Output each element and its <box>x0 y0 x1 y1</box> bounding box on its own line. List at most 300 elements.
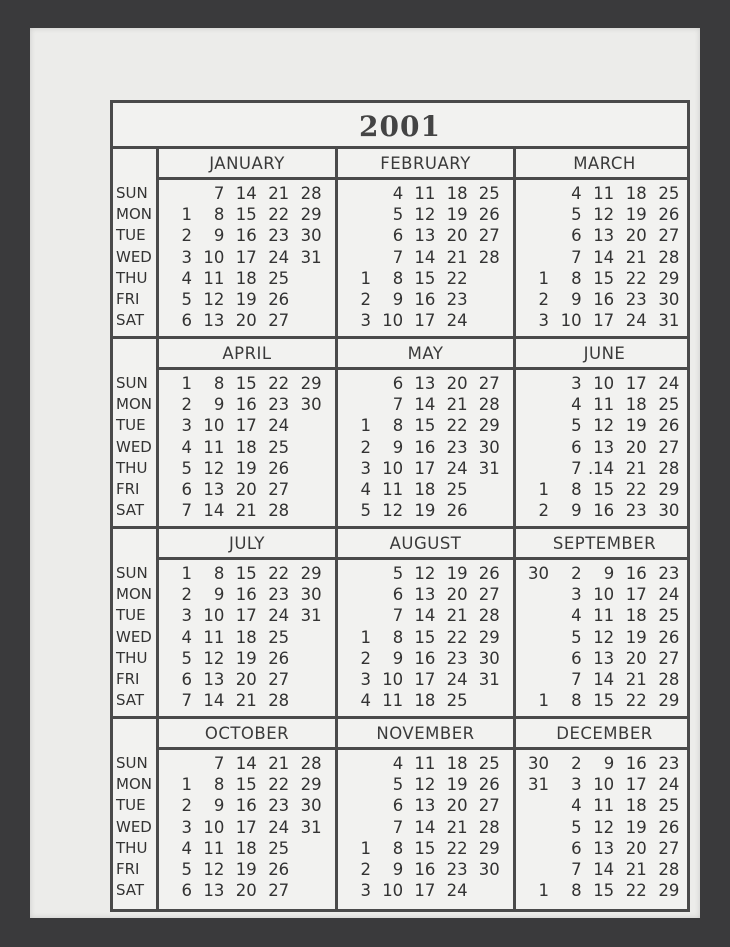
day-number: 26 <box>658 627 680 647</box>
day-number: 7 <box>213 754 225 773</box>
day-label-sat: SAT <box>116 691 145 710</box>
day-number: 23 <box>268 796 290 816</box>
day-number: 29 <box>300 775 322 795</box>
day-number: 3 <box>538 311 549 331</box>
day-number: 18 <box>235 627 257 647</box>
day-number: 6 <box>181 881 192 901</box>
day-number: 8 <box>571 881 582 901</box>
day-number: 18 <box>625 606 647 626</box>
day-number: 21 <box>446 606 468 626</box>
day-number: 13 <box>203 881 225 901</box>
day-number: 10 <box>593 585 615 605</box>
day-number: 16 <box>235 585 257 605</box>
day-number: 11 <box>382 480 404 499</box>
day-number: 12 <box>414 775 436 795</box>
day-number: 6 <box>571 437 582 457</box>
day-number: 7 <box>213 184 225 203</box>
day-number: 6 <box>571 838 582 858</box>
day-number: 19 <box>625 416 647 436</box>
day-number: 20 <box>446 374 468 393</box>
day-number: 16 <box>625 754 647 773</box>
day-label-mon: MON <box>116 395 152 414</box>
day-number: 25 <box>658 184 680 203</box>
day-number: 3 <box>571 374 582 393</box>
day-number: 16 <box>414 648 436 668</box>
day-number: 27 <box>268 670 290 689</box>
day-number: 8 <box>571 480 582 499</box>
day-number: 20 <box>446 796 468 816</box>
day-number: 28 <box>658 670 680 689</box>
day-number: 31 <box>300 606 322 626</box>
day-number: 8 <box>392 838 404 858</box>
day-number: 21 <box>625 458 647 478</box>
day-number: 13 <box>414 226 436 246</box>
day-number: 31 <box>300 817 322 837</box>
day-number: 22 <box>625 881 647 901</box>
day-number: 3 <box>571 775 582 795</box>
day-number: 20 <box>235 480 257 499</box>
day-number: 1 <box>181 564 192 583</box>
day-number: 29 <box>658 268 680 288</box>
day-number: 3 <box>181 416 192 436</box>
day-number: 10 <box>203 817 225 837</box>
day-number: 26 <box>478 564 500 583</box>
day-number: 21 <box>235 691 257 711</box>
day-number: 10 <box>560 311 582 331</box>
day-number: 3 <box>181 817 192 837</box>
day-number: 29 <box>300 564 322 583</box>
day-number: 9 <box>392 437 404 457</box>
day-number: 7 <box>571 458 582 478</box>
day-number: 1 <box>538 691 549 711</box>
day-label-wed: WED <box>116 437 152 456</box>
day-number: 25 <box>268 437 290 457</box>
day-number: 2 <box>181 226 192 246</box>
day-number: 10 <box>203 606 225 626</box>
day-number: 13 <box>593 226 615 246</box>
day-number: 4 <box>392 754 404 773</box>
day-label-mon: MON <box>116 205 152 224</box>
day-number: 10 <box>593 775 615 795</box>
day-number: 17 <box>625 585 647 605</box>
day-label-sun: SUN <box>116 754 148 772</box>
day-number: 11 <box>414 754 436 773</box>
day-number: 2 <box>181 585 192 605</box>
day-number: 15 <box>414 627 436 647</box>
day-number: 24 <box>446 458 468 478</box>
day-number: 29 <box>300 374 322 393</box>
day-number: 2 <box>360 860 371 879</box>
day-number: 26 <box>268 458 290 478</box>
day-number: 20 <box>446 226 468 246</box>
day-label-sun: SUN <box>116 184 148 202</box>
month-name-february: FEBRUARY <box>380 154 471 173</box>
day-number: 14 <box>235 184 257 203</box>
day-number: 1 <box>181 775 192 795</box>
day-number: 16 <box>235 796 257 816</box>
day-number: 12 <box>593 627 615 647</box>
day-number: 25 <box>446 480 468 499</box>
day-number: 16 <box>414 437 436 457</box>
day-number: 1 <box>360 268 371 288</box>
day-number: 10 <box>203 247 225 267</box>
day-number: 2 <box>538 501 549 521</box>
day-number: 10 <box>203 416 225 436</box>
day-number: 27 <box>268 480 290 499</box>
day-label-sun: SUN <box>116 374 148 392</box>
day-number: 13 <box>414 796 436 816</box>
day-number: 10 <box>382 458 404 478</box>
day-number: 11 <box>593 606 615 626</box>
day-number: 1 <box>360 416 371 436</box>
day-number: 15 <box>593 480 615 499</box>
day-number: 26 <box>658 416 680 436</box>
day-number: 10 <box>382 311 404 331</box>
day-number: 2 <box>571 564 582 583</box>
day-number: 5 <box>571 817 582 837</box>
day-number: 30 <box>478 648 500 668</box>
day-number: 23 <box>268 585 290 605</box>
grid-divider-horizontal <box>156 557 687 560</box>
day-number: 30 <box>478 860 500 879</box>
day-number: 7 <box>571 860 582 879</box>
day-number: 9 <box>213 226 225 246</box>
day-number: 25 <box>658 395 680 415</box>
day-number: 25 <box>478 754 500 773</box>
day-number: 4 <box>181 437 192 457</box>
month-name-october: OCTOBER <box>204 724 290 743</box>
day-number: 15 <box>235 564 257 583</box>
day-label-fri: FRI <box>116 290 140 308</box>
day-number: 18 <box>235 437 257 457</box>
day-number: 9 <box>392 290 404 309</box>
year-title: 2001 <box>113 103 687 149</box>
month-name-august: AUGUST <box>389 534 462 553</box>
day-number: 8 <box>392 627 404 647</box>
day-number: 15 <box>414 838 436 858</box>
day-label-tue: TUE <box>116 416 146 435</box>
day-number: 31 <box>528 775 549 795</box>
day-number: 20 <box>625 226 647 246</box>
day-number: 2 <box>360 290 371 309</box>
day-number: 6 <box>571 226 582 246</box>
day-number: 13 <box>593 437 615 457</box>
day-number: 22 <box>268 205 290 225</box>
month-name-may: MAY <box>407 344 444 363</box>
day-number: 14 <box>414 817 436 837</box>
day-number: 22 <box>268 775 290 795</box>
day-number: 8 <box>213 775 225 795</box>
day-number: 23 <box>625 290 647 309</box>
day-number: 22 <box>446 838 468 858</box>
day-number: 27 <box>268 311 290 331</box>
day-number: 1 <box>181 205 192 225</box>
month-name-july: JULY <box>228 534 266 553</box>
day-number: 28 <box>268 691 290 711</box>
day-number: 25 <box>268 838 290 858</box>
day-number: 14 <box>593 860 615 879</box>
day-label-sat: SAT <box>116 311 145 330</box>
day-number: 12 <box>203 290 225 309</box>
day-number: 6 <box>392 796 404 816</box>
day-number: 10 <box>382 881 404 901</box>
day-number: 12 <box>593 817 615 837</box>
day-number: 5 <box>181 290 192 309</box>
day-number: 27 <box>268 881 290 901</box>
day-number: 20 <box>235 670 257 689</box>
day-number: 13 <box>414 374 436 393</box>
day-number: 6 <box>571 648 582 668</box>
day-number: 5 <box>181 648 192 668</box>
day-number: 26 <box>268 860 290 879</box>
month-name-november: NOVEMBER <box>376 724 475 743</box>
day-number: 19 <box>235 458 257 478</box>
day-number: 30 <box>300 796 322 816</box>
day-number: 6 <box>181 670 192 689</box>
day-number: 16 <box>625 564 647 583</box>
day-number: 28 <box>478 817 500 837</box>
day-number: 26 <box>268 648 290 668</box>
day-number: 21 <box>446 395 468 415</box>
day-number: 22 <box>268 564 290 583</box>
day-number: 20 <box>625 838 647 858</box>
day-number: 22 <box>625 480 647 499</box>
day-number: 26 <box>658 817 680 837</box>
day-number: 24 <box>446 311 468 331</box>
day-label-thu: THU <box>116 268 148 287</box>
day-number: 6 <box>181 311 192 331</box>
day-number: 5 <box>360 501 371 521</box>
day-number: 16 <box>235 395 257 415</box>
day-label-fri: FRI <box>116 860 140 878</box>
day-number: 8 <box>213 374 225 393</box>
day-number: 4 <box>360 480 371 499</box>
day-number: 11 <box>203 838 225 858</box>
day-number: 25 <box>446 691 468 711</box>
day-number: 4 <box>571 395 582 415</box>
day-number: 23 <box>268 395 290 415</box>
day-number: 17 <box>235 606 257 626</box>
day-number: 18 <box>414 691 436 711</box>
day-number: 24 <box>446 670 468 689</box>
day-number: 4 <box>392 184 404 203</box>
day-number: 25 <box>268 268 290 288</box>
day-number: 31 <box>478 458 500 478</box>
day-number: 30 <box>300 226 322 246</box>
day-label-tue: TUE <box>116 796 146 815</box>
day-number: 12 <box>203 860 225 879</box>
day-number: 27 <box>478 374 500 393</box>
day-number: 27 <box>658 226 680 246</box>
day-number: 13 <box>593 838 615 858</box>
month-name-january: JANUARY <box>209 154 285 173</box>
day-number: 19 <box>446 775 468 795</box>
day-number: 17 <box>414 311 436 331</box>
day-number: 23 <box>446 648 468 668</box>
day-number: 11 <box>593 796 615 816</box>
day-number: 1 <box>360 838 371 858</box>
day-number: 24 <box>625 311 647 331</box>
day-number: 28 <box>658 458 680 478</box>
day-number: 18 <box>625 796 647 816</box>
day-number: 3 <box>571 585 582 605</box>
day-number: 8 <box>571 268 582 288</box>
day-number: 23 <box>446 860 468 879</box>
day-number: 15 <box>235 374 257 393</box>
day-number: 22 <box>625 691 647 711</box>
day-number: 7 <box>571 247 582 267</box>
day-number: 5 <box>392 564 404 583</box>
day-number: 12 <box>203 648 225 668</box>
day-number: 17 <box>235 416 257 436</box>
day-number: 14 <box>414 395 436 415</box>
day-label-sat: SAT <box>116 501 145 520</box>
day-number: 1 <box>360 627 371 647</box>
day-number: 20 <box>446 585 468 605</box>
day-number: 24 <box>268 416 290 436</box>
day-number: 18 <box>235 838 257 858</box>
day-number: 17 <box>625 374 647 393</box>
day-number: 14 <box>414 247 436 267</box>
calendar-card <box>30 28 700 918</box>
day-number: 3 <box>360 881 371 901</box>
day-number: 22 <box>446 416 468 436</box>
day-number: 28 <box>300 184 322 203</box>
day-number: 4 <box>571 606 582 626</box>
day-number: 19 <box>235 290 257 309</box>
day-number: 1 <box>538 881 549 901</box>
grid-divider-horizontal <box>156 747 687 750</box>
day-number: 19 <box>625 627 647 647</box>
day-number: 14 <box>203 691 225 711</box>
day-number: 12 <box>593 205 615 225</box>
day-label-wed: WED <box>116 627 152 646</box>
day-number: 23 <box>446 437 468 457</box>
day-number: 9 <box>213 585 225 605</box>
day-number: 1 <box>538 480 549 499</box>
month-name-april: APRIL <box>222 344 272 363</box>
day-number: 18 <box>235 268 257 288</box>
day-label-fri: FRI <box>116 480 140 498</box>
day-number: 11 <box>414 184 436 203</box>
day-number: 20 <box>625 648 647 668</box>
day-number: 5 <box>392 205 404 225</box>
day-number: 18 <box>446 754 468 773</box>
day-number: 16 <box>414 860 436 879</box>
day-number: 9 <box>213 395 225 415</box>
day-number: 17 <box>235 247 257 267</box>
day-number: 29 <box>658 881 680 901</box>
day-number: 22 <box>268 374 290 393</box>
day-number: 24 <box>658 374 680 393</box>
day-number: 25 <box>268 627 290 647</box>
day-number: 5 <box>571 627 582 647</box>
grid-divider-horizontal <box>156 177 687 180</box>
day-number: 8 <box>392 268 404 288</box>
day-number: 31 <box>478 670 500 689</box>
day-number: 15 <box>414 268 436 288</box>
day-number: 16 <box>593 501 615 521</box>
day-number: 19 <box>625 817 647 837</box>
day-number: 15 <box>235 205 257 225</box>
day-number: 24 <box>268 817 290 837</box>
day-number: 13 <box>414 585 436 605</box>
day-number: 29 <box>300 205 322 225</box>
day-number: 4 <box>360 691 371 711</box>
day-number: 11 <box>593 184 615 203</box>
day-number: 28 <box>268 501 290 521</box>
day-number: 21 <box>625 670 647 689</box>
day-number: 17 <box>625 775 647 795</box>
day-number: 2 <box>538 290 549 309</box>
day-number: 13 <box>203 480 225 499</box>
day-number: 15 <box>593 691 615 711</box>
day-label-thu: THU <box>116 838 148 857</box>
day-number: 16 <box>414 290 436 309</box>
day-number: 10 <box>382 670 404 689</box>
day-number: 20 <box>235 311 257 331</box>
day-number: 7 <box>392 817 404 837</box>
day-number: 3 <box>360 670 371 689</box>
day-number: 4 <box>181 268 192 288</box>
day-number: 16 <box>593 290 615 309</box>
day-label-thu: THU <box>116 648 148 667</box>
day-number: 18 <box>625 184 647 203</box>
day-number: 11 <box>203 627 225 647</box>
day-number: 28 <box>658 860 680 879</box>
day-number: 30 <box>300 395 322 415</box>
day-number: 30 <box>658 501 680 521</box>
day-number: 12 <box>414 564 436 583</box>
day-number: 30 <box>300 585 322 605</box>
day-number: 5 <box>571 205 582 225</box>
day-number: 28 <box>658 247 680 267</box>
day-number: 12 <box>593 416 615 436</box>
day-number: 2 <box>360 648 371 668</box>
day-number: 9 <box>213 796 225 816</box>
day-number: 12 <box>414 205 436 225</box>
day-number: 3 <box>360 458 371 478</box>
day-label-tue: TUE <box>116 606 146 625</box>
day-number: 12 <box>382 501 404 521</box>
day-number: 27 <box>658 437 680 457</box>
day-number: 19 <box>625 205 647 225</box>
day-number: 28 <box>478 606 500 626</box>
day-number: 26 <box>446 501 468 521</box>
day-number: 9 <box>392 860 404 879</box>
day-number: 15 <box>593 881 615 901</box>
day-number: 14 <box>235 754 257 773</box>
day-label-tue: TUE <box>116 226 146 245</box>
day-number: 8 <box>213 205 225 225</box>
day-number: 13 <box>203 311 225 331</box>
day-number: 9 <box>571 501 582 521</box>
day-number: 29 <box>658 691 680 711</box>
day-label-mon: MON <box>116 585 152 604</box>
day-label-mon: MON <box>116 775 152 794</box>
day-number: 29 <box>478 627 500 647</box>
day-number: 5 <box>181 860 192 879</box>
month-name-june: JUNE <box>583 344 626 363</box>
day-number: 4 <box>571 796 582 816</box>
day-number: 22 <box>446 268 468 288</box>
day-number: 7 <box>392 606 404 626</box>
day-number: 15 <box>235 775 257 795</box>
day-number: 28 <box>478 247 500 267</box>
day-label-wed: WED <box>116 817 152 836</box>
day-number: 30 <box>478 437 500 457</box>
day-number: 7 <box>571 670 582 689</box>
